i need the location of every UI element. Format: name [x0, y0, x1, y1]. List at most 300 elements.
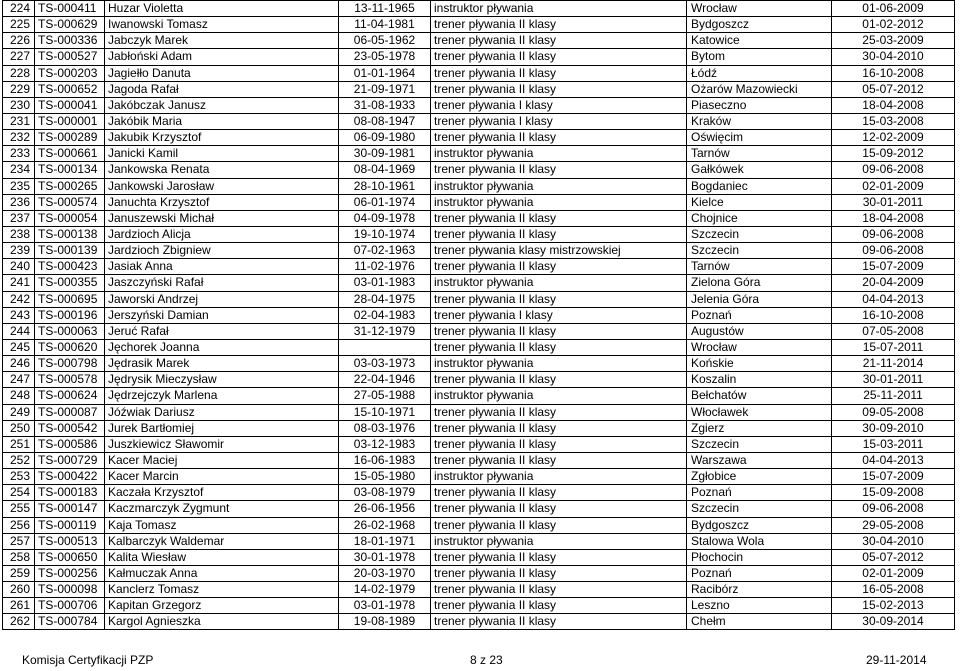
birth-date-cell: 08-04-1969: [339, 162, 431, 178]
city-cell: Szczecin: [687, 436, 832, 452]
qualification-title-cell: trener pływania II klasy: [431, 49, 687, 65]
certificate-id-cell: TS-000041: [35, 97, 105, 113]
certificate-id-cell: TS-000706: [35, 598, 105, 614]
issue-date-cell: 15-03-2011: [832, 436, 955, 452]
person-name-cell: Januchta Krzysztof: [105, 194, 339, 210]
birth-date-cell: 03-12-1983: [339, 436, 431, 452]
person-name-cell: Jankowska Renata: [105, 162, 339, 178]
person-name-cell: Kargol Agnieszka: [105, 614, 339, 630]
table-row: [3, 194, 955, 210]
qualification-title-cell: trener pływania I klasy: [431, 307, 687, 323]
city-cell: Bydgoszcz: [687, 517, 832, 533]
issue-date-cell: 09-06-2008: [832, 501, 955, 517]
person-name-cell: Jóźwiak Dariusz: [105, 404, 339, 420]
issue-date-cell: 18-04-2008: [832, 210, 955, 226]
row-number-cell: 227: [3, 49, 35, 65]
table-row: [3, 372, 955, 388]
certificate-id-cell: TS-000411: [35, 1, 105, 17]
person-name-cell: Januszewski Michał: [105, 210, 339, 226]
qualification-title-cell: trener pływania II klasy: [431, 130, 687, 146]
birth-date-cell: 20-03-1970: [339, 565, 431, 581]
row-number-cell: 262: [3, 614, 35, 630]
qualification-title-cell: instruktor pływania: [431, 533, 687, 549]
issue-date-cell: 30-09-2014: [832, 614, 955, 630]
qualification-title-cell: instruktor pływania: [431, 275, 687, 291]
certificate-id-cell: TS-000196: [35, 307, 105, 323]
person-name-cell: Jakubik Krzysztof: [105, 130, 339, 146]
issue-date-cell: 21-11-2014: [832, 356, 955, 372]
qualification-title-cell: trener pływania klasy mistrzowskiej: [431, 243, 687, 259]
table-row: [3, 178, 955, 194]
issue-date-cell: 09-06-2008: [832, 226, 955, 242]
birth-date-cell: 06-09-1980: [339, 130, 431, 146]
issue-date-cell: 29-05-2008: [832, 517, 955, 533]
birth-date-cell: 31-12-1979: [339, 323, 431, 339]
person-name-cell: Jasiak Anna: [105, 259, 339, 275]
person-name-cell: Jabłoński Adam: [105, 49, 339, 65]
row-number-cell: 256: [3, 517, 35, 533]
row-number-cell: 253: [3, 469, 35, 485]
birth-date-cell: 23-05-1978: [339, 49, 431, 65]
row-number-cell: 224: [3, 1, 35, 17]
certificate-id-cell: TS-000650: [35, 549, 105, 565]
qualification-title-cell: trener pływania I klasy: [431, 113, 687, 129]
qualification-title-cell: instruktor pływania: [431, 356, 687, 372]
qualification-title-cell: instruktor pływania: [431, 388, 687, 404]
qualification-title-cell: trener pływania II klasy: [431, 485, 687, 501]
qualification-title-cell: trener pływania II klasy: [431, 226, 687, 242]
row-number-cell: 236: [3, 194, 35, 210]
footer-organization: Komisja Certyfikacji PZP: [22, 653, 154, 667]
row-number-cell: 245: [3, 339, 35, 355]
issue-date-cell: 12-02-2009: [832, 130, 955, 146]
birth-date-cell: 30-09-1981: [339, 146, 431, 162]
qualification-title-cell: trener pływania II klasy: [431, 33, 687, 49]
row-number-cell: 238: [3, 226, 35, 242]
person-name-cell: Jurek Bartłomiej: [105, 420, 339, 436]
table-row: [3, 388, 955, 404]
table-row: [3, 33, 955, 49]
row-number-cell: 244: [3, 323, 35, 339]
row-number-cell: 258: [3, 549, 35, 565]
issue-date-cell: 04-04-2013: [832, 291, 955, 307]
birth-date-cell: 19-10-1974: [339, 226, 431, 242]
city-cell: Łódź: [687, 65, 832, 81]
birth-date-cell: 15-10-1971: [339, 404, 431, 420]
city-cell: Bytom: [687, 49, 832, 65]
city-cell: Wrocław: [687, 339, 832, 355]
table-row: [3, 130, 955, 146]
city-cell: Gałkówek: [687, 162, 832, 178]
birth-date-cell: 27-05-1988: [339, 388, 431, 404]
city-cell: Zielona Góra: [687, 275, 832, 291]
person-name-cell: Kaczmarczyk Zygmunt: [105, 501, 339, 517]
certificate-id-cell: TS-000256: [35, 565, 105, 581]
table-row: [3, 1, 955, 17]
qualification-title-cell: trener pływania II klasy: [431, 452, 687, 468]
certificate-id-cell: TS-000147: [35, 501, 105, 517]
city-cell: Oświęcim: [687, 130, 832, 146]
qualification-title-cell: trener pływania II klasy: [431, 582, 687, 598]
birth-date-cell: 11-04-1981: [339, 17, 431, 33]
city-cell: Tarnów: [687, 146, 832, 162]
issue-date-cell: 09-06-2008: [832, 162, 955, 178]
footer-date: 29-11-2014: [866, 653, 927, 667]
birth-date-cell: 18-01-1971: [339, 533, 431, 549]
table-row: [3, 533, 955, 549]
issue-date-cell: 01-06-2009: [832, 1, 955, 17]
person-name-cell: Jaszczyński Rafał: [105, 275, 339, 291]
table-row: [3, 97, 955, 113]
certificate-id-cell: TS-000098: [35, 582, 105, 598]
row-number-cell: 235: [3, 178, 35, 194]
birth-date-cell: 28-04-1975: [339, 291, 431, 307]
table-row: [3, 565, 955, 581]
row-number-cell: 226: [3, 33, 35, 49]
birth-date-cell: 28-10-1961: [339, 178, 431, 194]
birth-date-cell: 19-08-1989: [339, 614, 431, 630]
row-number-cell: 259: [3, 565, 35, 581]
birth-date-cell: 08-03-1976: [339, 420, 431, 436]
table-row: [3, 259, 955, 275]
issue-date-cell: 02-01-2009: [832, 565, 955, 581]
person-name-cell: Kanclerz Tomasz: [105, 582, 339, 598]
issue-date-cell: 16-10-2008: [832, 307, 955, 323]
person-name-cell: Kacer Maciej: [105, 452, 339, 468]
person-name-cell: Jabczyk Marek: [105, 33, 339, 49]
person-name-cell: Jerszyński Damian: [105, 307, 339, 323]
birth-date-cell: 11-02-1976: [339, 259, 431, 275]
issue-date-cell: 15-02-2013: [832, 598, 955, 614]
birth-date-cell: 06-05-1962: [339, 33, 431, 49]
city-cell: Leszno: [687, 598, 832, 614]
certificate-id-cell: TS-000063: [35, 323, 105, 339]
table-row: [3, 420, 955, 436]
certificate-id-cell: TS-000574: [35, 194, 105, 210]
issue-date-cell: 15-03-2008: [832, 113, 955, 129]
city-cell: Racibórz: [687, 582, 832, 598]
issue-date-cell: 05-07-2012: [832, 549, 955, 565]
city-cell: Koszalin: [687, 372, 832, 388]
qualification-title-cell: trener pływania II klasy: [431, 259, 687, 275]
qualification-title-cell: trener pływania II klasy: [431, 65, 687, 81]
certificate-id-cell: TS-000798: [35, 356, 105, 372]
issue-date-cell: 30-09-2010: [832, 420, 955, 436]
city-cell: Włocławek: [687, 404, 832, 420]
qualification-title-cell: trener pływania II klasy: [431, 210, 687, 226]
person-name-cell: Kaja Tomasz: [105, 517, 339, 533]
city-cell: Szczecin: [687, 501, 832, 517]
issue-date-cell: 15-07-2009: [832, 469, 955, 485]
qualification-title-cell: trener pływania II klasy: [431, 372, 687, 388]
birth-date-cell: 22-04-1946: [339, 372, 431, 388]
birth-date-cell: 06-01-1974: [339, 194, 431, 210]
person-name-cell: Jakóbik Maria: [105, 113, 339, 129]
certificate-id-cell: TS-000624: [35, 388, 105, 404]
person-name-cell: Kalbarczyk Waldemar: [105, 533, 339, 549]
table-row: [3, 356, 955, 372]
table-row: [3, 485, 955, 501]
city-cell: Wrocław: [687, 1, 832, 17]
birth-date-cell: 15-05-1980: [339, 469, 431, 485]
city-cell: Kielce: [687, 194, 832, 210]
qualification-title-cell: trener pływania II klasy: [431, 17, 687, 33]
person-name-cell: Jagoda Rafał: [105, 81, 339, 97]
birth-date-cell: 31-08-1933: [339, 97, 431, 113]
table-row: [3, 291, 955, 307]
qualification-title-cell: trener pływania II klasy: [431, 436, 687, 452]
city-cell: Bydgoszcz: [687, 17, 832, 33]
qualification-title-cell: instruktor pływania: [431, 194, 687, 210]
certificate-id-cell: TS-000134: [35, 162, 105, 178]
row-number-cell: 255: [3, 501, 35, 517]
certificate-id-cell: TS-000054: [35, 210, 105, 226]
row-number-cell: 252: [3, 452, 35, 468]
city-cell: Końskie: [687, 356, 832, 372]
person-name-cell: Jardzioch Zbigniew: [105, 243, 339, 259]
certificate-id-cell: TS-000527: [35, 49, 105, 65]
birth-date-cell: 14-02-1979: [339, 582, 431, 598]
city-cell: Zgłobice: [687, 469, 832, 485]
row-number-cell: 229: [3, 81, 35, 97]
table-row: [3, 598, 955, 614]
city-cell: Szczecin: [687, 243, 832, 259]
qualification-title-cell: trener pływania II klasy: [431, 614, 687, 630]
person-name-cell: Jaworski Andrzej: [105, 291, 339, 307]
person-name-cell: Jędrzejczyk Marlena: [105, 388, 339, 404]
row-number-cell: 241: [3, 275, 35, 291]
table-row: [3, 436, 955, 452]
person-name-cell: Kacer Marcin: [105, 469, 339, 485]
issue-date-cell: 30-01-2011: [832, 194, 955, 210]
row-number-cell: 234: [3, 162, 35, 178]
table-row: [3, 614, 955, 630]
issue-date-cell: 09-06-2008: [832, 243, 955, 259]
city-cell: Katowice: [687, 33, 832, 49]
birth-date-cell: 13-11-1965: [339, 1, 431, 17]
certification-table: [2, 0, 955, 630]
table-row: [3, 275, 955, 291]
table-row: [3, 243, 955, 259]
certificate-id-cell: TS-000336: [35, 33, 105, 49]
table-row: [3, 469, 955, 485]
row-number-cell: 250: [3, 420, 35, 436]
issue-date-cell: 30-04-2010: [832, 49, 955, 65]
footer-page-number: 8 z 23: [470, 653, 503, 667]
issue-date-cell: 18-04-2008: [832, 97, 955, 113]
birth-date-cell: 26-06-1956: [339, 501, 431, 517]
certificate-id-cell: TS-000542: [35, 420, 105, 436]
table-row: [3, 307, 955, 323]
birth-date-cell: 03-01-1978: [339, 598, 431, 614]
person-name-cell: Janicki Kamil: [105, 146, 339, 162]
issue-date-cell: 01-02-2012: [832, 17, 955, 33]
issue-date-cell: 16-10-2008: [832, 65, 955, 81]
city-cell: Bogdaniec: [687, 178, 832, 194]
certificate-id-cell: TS-000578: [35, 372, 105, 388]
city-cell: Poznań: [687, 307, 832, 323]
row-number-cell: 230: [3, 97, 35, 113]
table-row: [3, 226, 955, 242]
certificate-id-cell: TS-000183: [35, 485, 105, 501]
birth-date-cell: 08-08-1947: [339, 113, 431, 129]
issue-date-cell: 15-09-2008: [832, 485, 955, 501]
person-name-cell: Huzar Violetta: [105, 1, 339, 17]
table-row: [3, 501, 955, 517]
city-cell: Kraków: [687, 113, 832, 129]
certificate-id-cell: TS-000729: [35, 452, 105, 468]
issue-date-cell: 07-05-2008: [832, 323, 955, 339]
birth-date-cell: 21-09-1971: [339, 81, 431, 97]
row-number-cell: 251: [3, 436, 35, 452]
person-name-cell: Jędrysik Mieczysław: [105, 372, 339, 388]
birth-date-cell: 07-02-1963: [339, 243, 431, 259]
table-row: [3, 162, 955, 178]
city-cell: Bełchatów: [687, 388, 832, 404]
birth-date-cell: 03-03-1973: [339, 356, 431, 372]
certificate-id-cell: TS-000355: [35, 275, 105, 291]
certificate-id-cell: TS-000513: [35, 533, 105, 549]
table-row: [3, 81, 955, 97]
row-number-cell: 225: [3, 17, 35, 33]
city-cell: Tarnów: [687, 259, 832, 275]
person-name-cell: Iwanowski Tomasz: [105, 17, 339, 33]
table-row: [3, 49, 955, 65]
row-number-cell: 247: [3, 372, 35, 388]
row-number-cell: 249: [3, 404, 35, 420]
table-row: [3, 339, 955, 355]
table-row: [3, 113, 955, 129]
row-number-cell: 239: [3, 243, 35, 259]
person-name-cell: Jagiełło Danuta: [105, 65, 339, 81]
city-cell: Poznań: [687, 485, 832, 501]
table-row: [3, 452, 955, 468]
birth-date-cell: 30-01-1978: [339, 549, 431, 565]
issue-date-cell: 15-07-2009: [832, 259, 955, 275]
qualification-title-cell: trener pływania II klasy: [431, 517, 687, 533]
issue-date-cell: 15-07-2011: [832, 339, 955, 355]
row-number-cell: 248: [3, 388, 35, 404]
row-number-cell: 237: [3, 210, 35, 226]
city-cell: Chełm: [687, 614, 832, 630]
issue-date-cell: 25-03-2009: [832, 33, 955, 49]
city-cell: Płochocin: [687, 549, 832, 565]
qualification-title-cell: trener pływania II klasy: [431, 404, 687, 420]
qualification-title-cell: trener pływania II klasy: [431, 81, 687, 97]
qualification-title-cell: trener pływania II klasy: [431, 549, 687, 565]
qualification-title-cell: trener pływania II klasy: [431, 339, 687, 355]
issue-date-cell: 20-04-2009: [832, 275, 955, 291]
table-row: [3, 549, 955, 565]
certificate-id-cell: TS-000119: [35, 517, 105, 533]
issue-date-cell: 09-05-2008: [832, 404, 955, 420]
qualification-title-cell: trener pływania II klasy: [431, 291, 687, 307]
row-number-cell: 233: [3, 146, 35, 162]
qualification-title-cell: trener pływania II klasy: [431, 598, 687, 614]
table-row: [3, 17, 955, 33]
qualification-title-cell: trener pływania II klasy: [431, 565, 687, 581]
row-number-cell: 242: [3, 291, 35, 307]
table-row: [3, 210, 955, 226]
birth-date-cell: 16-06-1983: [339, 452, 431, 468]
person-name-cell: Jęchorek Joanna: [105, 339, 339, 355]
person-name-cell: Jardzioch Alicja: [105, 226, 339, 242]
person-name-cell: Jeruć Rafał: [105, 323, 339, 339]
certificate-id-cell: TS-000265: [35, 178, 105, 194]
certificate-id-cell: TS-000203: [35, 65, 105, 81]
qualification-title-cell: trener pływania II klasy: [431, 501, 687, 517]
city-cell: Warszawa: [687, 452, 832, 468]
table-row: [3, 517, 955, 533]
city-cell: Chojnice: [687, 210, 832, 226]
certificate-id-cell: TS-000139: [35, 243, 105, 259]
person-name-cell: Jakóbczak Janusz: [105, 97, 339, 113]
issue-date-cell: 15-09-2012: [832, 146, 955, 162]
qualification-title-cell: trener pływania II klasy: [431, 162, 687, 178]
certificate-id-cell: TS-000087: [35, 404, 105, 420]
person-name-cell: Jędrasik Marek: [105, 356, 339, 372]
birth-date-cell: [339, 339, 431, 355]
certificate-id-cell: TS-000629: [35, 17, 105, 33]
person-name-cell: Kałmuczak Anna: [105, 565, 339, 581]
certificate-id-cell: TS-000422: [35, 469, 105, 485]
table-row: [3, 65, 955, 81]
birth-date-cell: 03-01-1983: [339, 275, 431, 291]
certificate-id-cell: TS-000784: [35, 614, 105, 630]
issue-date-cell: 30-04-2010: [832, 533, 955, 549]
row-number-cell: 261: [3, 598, 35, 614]
city-cell: Piaseczno: [687, 97, 832, 113]
issue-date-cell: 30-01-2011: [832, 372, 955, 388]
city-cell: Zgierz: [687, 420, 832, 436]
qualification-title-cell: instruktor pływania: [431, 146, 687, 162]
issue-date-cell: 05-07-2012: [832, 81, 955, 97]
row-number-cell: 240: [3, 259, 35, 275]
city-cell: Ożarów Mazowiecki: [687, 81, 832, 97]
page-footer: [0, 651, 960, 669]
row-number-cell: 243: [3, 307, 35, 323]
city-cell: Jelenia Góra: [687, 291, 832, 307]
table-row: [3, 404, 955, 420]
certificate-id-cell: TS-000661: [35, 146, 105, 162]
table-row: [3, 582, 955, 598]
certificate-id-cell: TS-000423: [35, 259, 105, 275]
table-body: [3, 1, 955, 630]
birth-date-cell: 26-02-1968: [339, 517, 431, 533]
table-row: [3, 323, 955, 339]
row-number-cell: 228: [3, 65, 35, 81]
qualification-title-cell: instruktor pływania: [431, 1, 687, 17]
city-cell: Poznań: [687, 565, 832, 581]
certificate-id-cell: TS-000001: [35, 113, 105, 129]
table-row: [3, 146, 955, 162]
birth-date-cell: 01-01-1964: [339, 65, 431, 81]
person-name-cell: Kapitan Grzegorz: [105, 598, 339, 614]
qualification-title-cell: instruktor pływania: [431, 469, 687, 485]
person-name-cell: Kalita Wiesław: [105, 549, 339, 565]
person-name-cell: Kaczała Krzysztof: [105, 485, 339, 501]
certificate-id-cell: TS-000289: [35, 130, 105, 146]
certificate-id-cell: TS-000138: [35, 226, 105, 242]
issue-date-cell: 25-11-2011: [832, 388, 955, 404]
certificate-id-cell: TS-000695: [35, 291, 105, 307]
person-name-cell: Juszkiewicz Sławomir: [105, 436, 339, 452]
qualification-title-cell: trener pływania II klasy: [431, 420, 687, 436]
city-cell: Szczecin: [687, 226, 832, 242]
city-cell: Stalowa Wola: [687, 533, 832, 549]
certificate-id-cell: TS-000586: [35, 436, 105, 452]
issue-date-cell: 16-05-2008: [832, 582, 955, 598]
